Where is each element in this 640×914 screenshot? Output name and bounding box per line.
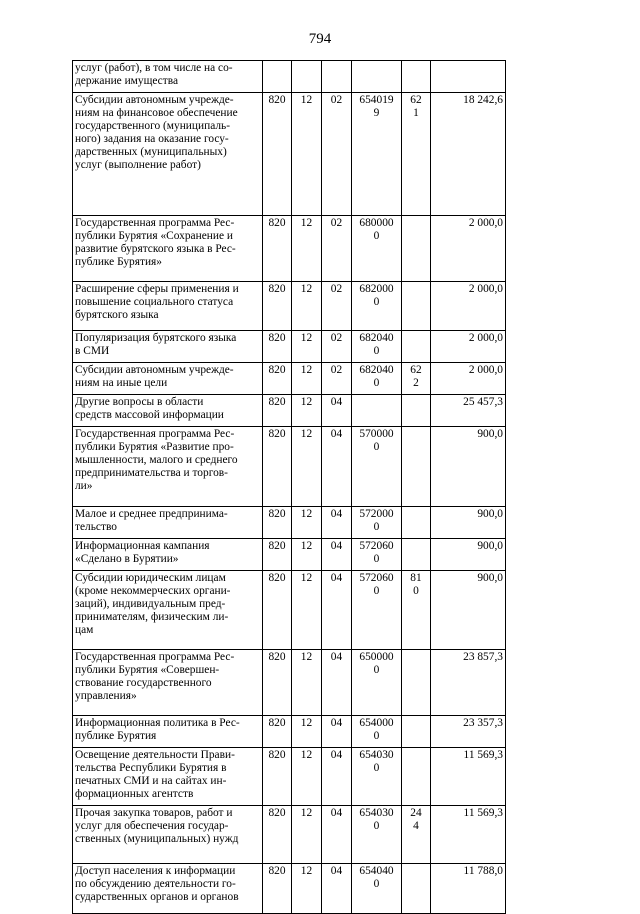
table-row: [73, 61, 506, 93]
expense-type-part: 2: [413, 376, 419, 389]
row-name: Другие вопросы в области средств массовой информации: [73, 395, 263, 427]
row-section-code: 12: [292, 282, 322, 331]
row-name: Государственная программа Рес- публики Бурятия «Совершен- ствование государственного управления»: [73, 650, 263, 716]
row-name: Доступ населения к информации по обсуждению деятельности го- сударственных органов и органов: [73, 864, 263, 914]
target-article-part: 9: [373, 106, 380, 119]
row-sum: 11 569,3: [431, 748, 506, 806]
row-target-article: [352, 571, 402, 650]
row-subsection-code: 04: [322, 507, 352, 539]
row-subsection-code: 04: [322, 748, 352, 806]
row-admin-code: 820: [263, 507, 292, 539]
row-name: Популяризация бурятского языка в СМИ: [73, 331, 263, 363]
target-article-part: 682040: [359, 332, 394, 344]
target-article-part: 0: [373, 663, 380, 676]
row-subsection-code: 04: [322, 716, 352, 748]
table-row: [73, 216, 506, 282]
budget-table-body: [73, 61, 506, 914]
row-expense-type: [402, 216, 431, 282]
table-row: [73, 331, 506, 363]
row-section-code: 12: [292, 806, 322, 864]
row-expense-type: [402, 61, 431, 93]
row-target-article: [352, 716, 402, 748]
target-article-part: 0: [373, 729, 380, 742]
row-sum: 11 788,0: [431, 864, 506, 914]
table-row: [73, 363, 506, 395]
row-expense-type: [402, 331, 431, 363]
row-admin-code: 820: [263, 806, 292, 864]
row-target-article: [352, 748, 402, 806]
row-subsection-code: 04: [322, 806, 352, 864]
row-section-code: [292, 61, 322, 93]
row-sum: 2 000,0: [431, 331, 506, 363]
target-article-part: 654000: [359, 717, 394, 729]
row-name: Малое и среднее предпринима- тельство: [73, 507, 263, 539]
row-expense-type: [402, 571, 431, 650]
row-section-code: 12: [292, 395, 322, 427]
row-target-article: [352, 650, 402, 716]
row-section-code: 12: [292, 571, 322, 650]
row-admin-code: 820: [263, 864, 292, 914]
row-target-article: [352, 331, 402, 363]
table-row: [73, 748, 506, 806]
target-article-part: 682000: [359, 283, 394, 295]
row-expense-type: [402, 650, 431, 716]
target-article-part: 0: [373, 761, 380, 774]
row-expense-type: [402, 539, 431, 571]
row-target-article: [352, 282, 402, 331]
row-subsection-code: 02: [322, 363, 352, 395]
row-section-code: 12: [292, 331, 322, 363]
target-article-part: 0: [373, 376, 380, 389]
row-target-article: [352, 806, 402, 864]
row-subsection-code: 02: [322, 216, 352, 282]
row-target-article: [352, 363, 402, 395]
row-sum: [431, 61, 506, 93]
row-name: услуг (работ), в том числе на со- держание имущества: [73, 61, 263, 93]
row-subsection-code: 02: [322, 331, 352, 363]
row-admin-code: 820: [263, 93, 292, 216]
row-sum: 25 457,3: [431, 395, 506, 427]
row-sum: 2 000,0: [431, 282, 506, 331]
row-admin-code: 820: [263, 395, 292, 427]
row-target-article: [352, 216, 402, 282]
row-sum: 23 357,3: [431, 716, 506, 748]
target-article-part: 650000: [359, 651, 394, 663]
row-admin-code: 820: [263, 331, 292, 363]
table-row: [73, 571, 506, 650]
row-section-code: 12: [292, 216, 322, 282]
row-subsection-code: 04: [322, 539, 352, 571]
row-admin-code: 820: [263, 539, 292, 571]
row-sum: 2 000,0: [431, 216, 506, 282]
row-name: Субсидии автономным учрежде- ниям на иные цели: [73, 363, 263, 395]
table-row: [73, 282, 506, 331]
row-sum: 23 857,3: [431, 650, 506, 716]
row-name: Субсидии автономным учрежде- ниям на финансовое обеспечение государственного (муниципаль- ного) задания на оказание госу- дарственных (муниципальных) услуг (выполнение работ): [73, 93, 263, 216]
row-admin-code: [263, 61, 292, 93]
expense-type-part: 62: [410, 364, 422, 376]
table-row: [73, 539, 506, 571]
row-name: Информационная кампания «Сделано в Бурятии»: [73, 539, 263, 571]
target-article-part: 0: [373, 819, 380, 832]
row-name: Освещение деятельности Прави- тельства Республики Бурятия в печатных СМИ и на сайтах ин- формационных агентств: [73, 748, 263, 806]
table-row: [73, 650, 506, 716]
target-article-part: 0: [373, 584, 380, 597]
row-target-article: [352, 427, 402, 507]
row-name: Государственная программа Рес- публики Бурятия «Сохранение и развитие бурятского языка в Рес- публике Бурятия»: [73, 216, 263, 282]
row-subsection-code: 04: [322, 571, 352, 650]
row-name: Прочая закупка товаров, работ и услуг для обеспечения государ- ственных (муниципальных) нужд: [73, 806, 263, 864]
row-subsection-code: 02: [322, 93, 352, 216]
row-sum: 2 000,0: [431, 363, 506, 395]
row-sum: 18 242,6: [431, 93, 506, 216]
row-section-code: 12: [292, 93, 322, 216]
row-target-article: [352, 61, 402, 93]
row-expense-type: [402, 93, 431, 216]
row-expense-type: [402, 427, 431, 507]
row-admin-code: 820: [263, 363, 292, 395]
row-admin-code: 820: [263, 716, 292, 748]
row-section-code: 12: [292, 363, 322, 395]
row-section-code: 12: [292, 507, 322, 539]
target-article-part: 654030: [359, 807, 394, 819]
row-subsection-code: [322, 61, 352, 93]
page-number: 794: [308, 31, 332, 47]
row-target-article: [352, 507, 402, 539]
target-article-part: 0: [373, 229, 380, 242]
target-article-part: 0: [373, 552, 380, 565]
row-subsection-code: 04: [322, 650, 352, 716]
row-name: Государственная программа Рес- публики Бурятия «Развитие про- мышленности, малого и среднего предпринимательства и торгов- ли»: [73, 427, 263, 507]
row-target-article: [352, 539, 402, 571]
expense-type-part: 62: [410, 94, 422, 106]
row-admin-code: 820: [263, 282, 292, 331]
row-subsection-code: 04: [322, 864, 352, 914]
row-name: Расширение сферы применения и повышение социального статуса бурятского языка: [73, 282, 263, 331]
table-row: [73, 806, 506, 864]
row-subsection-code: 04: [322, 427, 352, 507]
row-expense-type: [402, 395, 431, 427]
row-sum: 11 569,3: [431, 806, 506, 864]
target-article-part: 0: [373, 344, 380, 357]
row-expense-type: [402, 507, 431, 539]
target-article-part: 572000: [359, 508, 394, 520]
row-sum: 900,0: [431, 427, 506, 507]
table-row: [73, 93, 506, 216]
row-name: Информационная политика в Рес- публике Бурятия: [73, 716, 263, 748]
row-admin-code: 820: [263, 216, 292, 282]
target-article-part: 572060: [359, 540, 394, 552]
target-article-part: 0: [373, 295, 380, 308]
target-article-part: 654019: [359, 94, 394, 106]
row-sum: 900,0: [431, 507, 506, 539]
target-article-part: 572060: [359, 572, 394, 584]
expense-type-part: 1: [413, 106, 419, 119]
expense-type-part: 81: [410, 572, 422, 584]
row-target-article: [352, 864, 402, 914]
table-row: [73, 427, 506, 507]
row-expense-type: [402, 282, 431, 331]
table-row: [73, 395, 506, 427]
target-article-part: 0: [373, 440, 380, 453]
row-subsection-code: 02: [322, 282, 352, 331]
row-subsection-code: 04: [322, 395, 352, 427]
row-admin-code: 820: [263, 427, 292, 507]
budget-table: [72, 60, 506, 914]
row-section-code: 12: [292, 650, 322, 716]
row-admin-code: 820: [263, 650, 292, 716]
row-expense-type: [402, 748, 431, 806]
row-sum: 900,0: [431, 539, 506, 571]
row-expense-type: [402, 716, 431, 748]
table-row: [73, 864, 506, 914]
row-section-code: 12: [292, 716, 322, 748]
row-target-article: [352, 93, 402, 216]
table-row: [73, 716, 506, 748]
row-section-code: 12: [292, 864, 322, 914]
table-row: [73, 507, 506, 539]
expense-type-part: 0: [413, 584, 419, 597]
expense-type-part: 4: [413, 819, 419, 832]
row-name: Субсидии юридическим лицам (кроме некоммерческих органи- заций), индивидуальным пред- принимателям, физическим ли- цам: [73, 571, 263, 650]
row-section-code: 12: [292, 748, 322, 806]
target-article-part: 680000: [359, 217, 394, 229]
target-article-part: 654030: [359, 749, 394, 761]
target-article-part: 570000: [359, 428, 394, 440]
row-expense-type: [402, 806, 431, 864]
target-article-part: 0: [373, 520, 380, 533]
row-expense-type: [402, 363, 431, 395]
row-sum: 900,0: [431, 571, 506, 650]
expense-type-part: 24: [410, 807, 422, 819]
row-admin-code: 820: [263, 748, 292, 806]
row-section-code: 12: [292, 539, 322, 571]
target-article-part: 682040: [359, 364, 394, 376]
row-section-code: 12: [292, 427, 322, 507]
row-admin-code: 820: [263, 571, 292, 650]
target-article-part: 654040: [359, 865, 394, 877]
row-expense-type: [402, 864, 431, 914]
row-target-article: [352, 395, 402, 427]
target-article-part: 0: [373, 877, 380, 890]
